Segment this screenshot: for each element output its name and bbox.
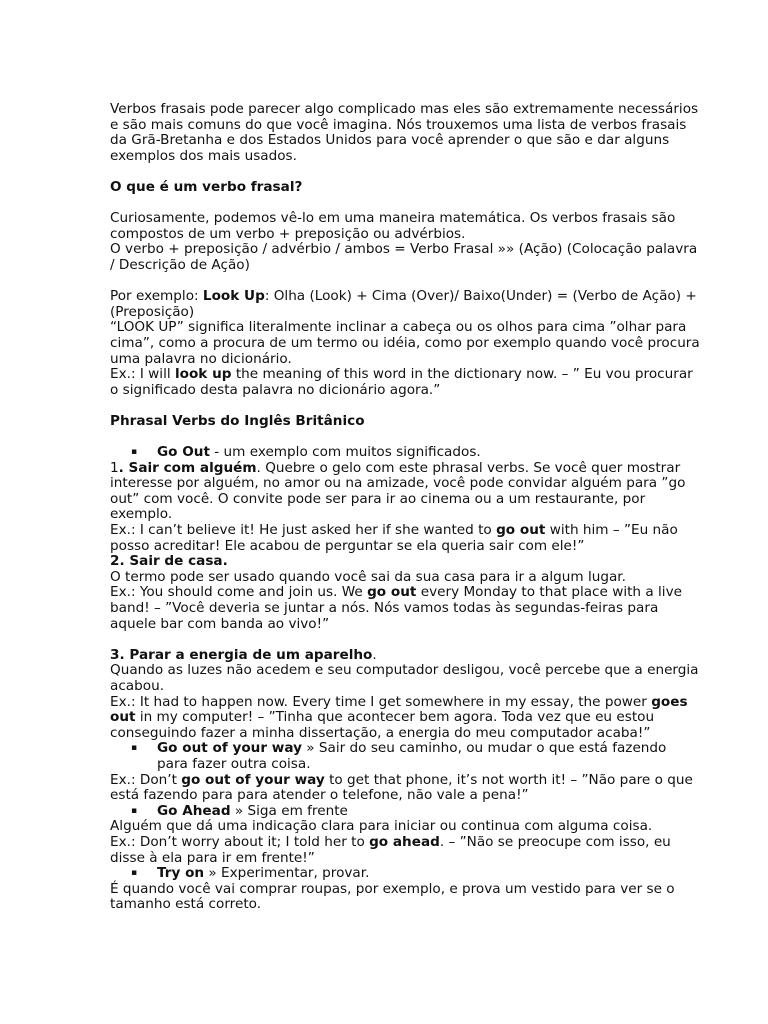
example-term: Look Up [202,288,265,305]
meaning-1-title: . Sair com alguém [118,459,257,476]
meaning-3-example-post: in my computer! – ”Tinha que acontecer bem agora. Toda vez que eu estou conseguindo fazer a minha dissertação, a energia do meu computador acaba!” [110,709,655,741]
formula-paragraph: O verbo + preposição / advérbio / ambos = Verbo Frasal »» (Ação) (Colocação palavra / Descrição de Ação) [110,241,698,273]
ahead-example-pre: Ex.: Don’t worry about it; I told her to [110,833,370,850]
bullet-mark: ▪ [131,447,138,458]
meaning-1-example-pre: Ex.: I can’t believe it! He just asked her if she wanted to [110,522,497,539]
bullet-go-out-text: - um exemplo com muitos significados. [209,444,481,461]
meaning-3-title [110,648,700,664]
meaning-3-example-term: goes out [110,693,688,726]
meaning-2-example [110,585,700,632]
way-example [110,773,700,804]
way-example-post: to get that phone, it’s not worth it! – ”Não pare o que está fazendo para para atender o telefone, não vale a pena!” [110,771,693,804]
meaning-3-title-post: . [372,646,377,663]
lookup-example-pre: Ex.: I will [110,366,175,383]
bullet-try-on-text: » Experimentar, provar. [204,865,370,882]
bullet-way-term: Go out of your way [157,740,302,757]
bullet-ahead-term: Go Ahead [157,802,231,819]
example-paragraph [110,289,700,320]
meaning-1-example [110,523,700,554]
document-page [110,102,700,913]
ahead-example-post: . – ”Não se preocupe com isso, eu disse à ela para ir em frente!” [110,833,671,866]
meaning-3-example-pre: Ex.: It had to happen now. Every time I get somewhere in my essay, the power [110,693,652,710]
meaning-2-text: O termo pode ser usado quando você sai da sua casa para ir a algum lugar. [110,568,626,585]
example-pre: Por exemplo: [110,288,203,305]
lookup-meaning-paragraph: “LOOK UP” significa literalmente inclinar a cabeça ou os olhos para cima ”olhar para cima”, como a procura de um termo ou idéia, como por exemplo quando você procura uma palavra no dicionário. [110,319,700,367]
ahead-example-term: go ahead [369,833,440,850]
bullet-way-text: » Sair do seu caminho, ou mudar o que está fazendo para fazer outra coisa. [157,740,667,772]
way-example-term: go out of your way [181,771,325,788]
heading-what-is-phrasal-verb: O que é um verbo frasal? [110,178,303,195]
lookup-example-term: look up [174,366,232,383]
meaning-2-example-term: go out [367,584,417,601]
meaning-2-example-post: every Monday to that place with a live band! – ”Você deveria se juntar a nós. Nós vamos todas às segundas-feiras para aquele bar com banda ao vivo!” [110,584,682,632]
meaning-3-example [110,695,700,742]
example-post: : Olha (Look) + Cima (Over)/ Baixo(Under) = (Verbo de Ação) + (Preposição) [110,288,697,320]
lookup-example-post: the meaning of this word in the dictionary now. – ” Eu vou procurar o significado desta palavra no dicionário agora.” [110,366,693,398]
bullet-go-out-term: Go Out [157,444,210,461]
curiously-paragraph: Curiosamente, podemos vê-lo em uma maneira matemática. Os verbos frasais são compostos de um verbo + preposição ou advérbios. [110,210,676,242]
intro-paragraph: Verbos frasais pode parecer algo complicado mas eles são extremamente necessários e são mais comuns do que você imagina. Nós trouxemos uma lista de verbos frasais da Grã-Bretanha e dos Estados Unidos para você aprender o que são e dar alguns exemplos dos mais usados. [110,101,699,164]
ahead-example [110,835,700,866]
heading-british-phrasal-verbs: Phrasal Verbs do Inglês Britânico [110,412,365,429]
way-example-pre: Ex.: Don’t [110,771,182,788]
bullet-ahead-text: » Siga em frente [230,802,348,819]
meaning-1-number: 1 [110,459,119,476]
bullet-mark: ▪ [131,868,138,879]
meaning-1-text: . Quebre o gelo com este phrasal verbs. Se você quer mostrar interesse por alguém, no amor ou na amizade, você pode convidar alguém para ”go out” com você. O convite pode ser para ir ao cinema ou a um restaurante, por exemplo. [110,459,686,523]
meaning-3-text: Quando as luzes não acedem e seu computador desligou, você percebe que a energia acabou. [110,662,699,694]
meaning-1-paragraph [110,461,700,523]
try-on-text: É quando você vai comprar roupas, por exemplo, e prova um vestido para ver se o tamanho está correto. [110,880,675,913]
bullet-go-out [110,445,700,461]
bullet-go-ahead [110,804,700,820]
bullet-try-on-term: Try on [157,865,205,882]
meaning-2-title: 2. Sair de casa. [110,553,228,570]
meaning-1-example-post: with him – ”Eu não posso acreditar! Ele acabou de perguntar se ela queria sair com ele!” [110,522,678,554]
bullet-go-out-of-your-way [110,741,700,772]
meaning-1-example-term: go out [496,522,546,539]
bullet-mark: ▪ [131,805,138,816]
ahead-text: Alguém que dá uma indicação clara para iniciar ou continua com alguma coisa. [110,818,653,835]
meaning-2-example-pre: Ex.: You should come and join us. We [110,584,368,601]
lookup-example-paragraph [110,367,700,398]
meaning-3-title-bold: 3. Parar a energia de um aparelho [110,646,373,663]
bullet-mark: ▪ [131,743,138,754]
bullet-try-on [110,866,700,882]
